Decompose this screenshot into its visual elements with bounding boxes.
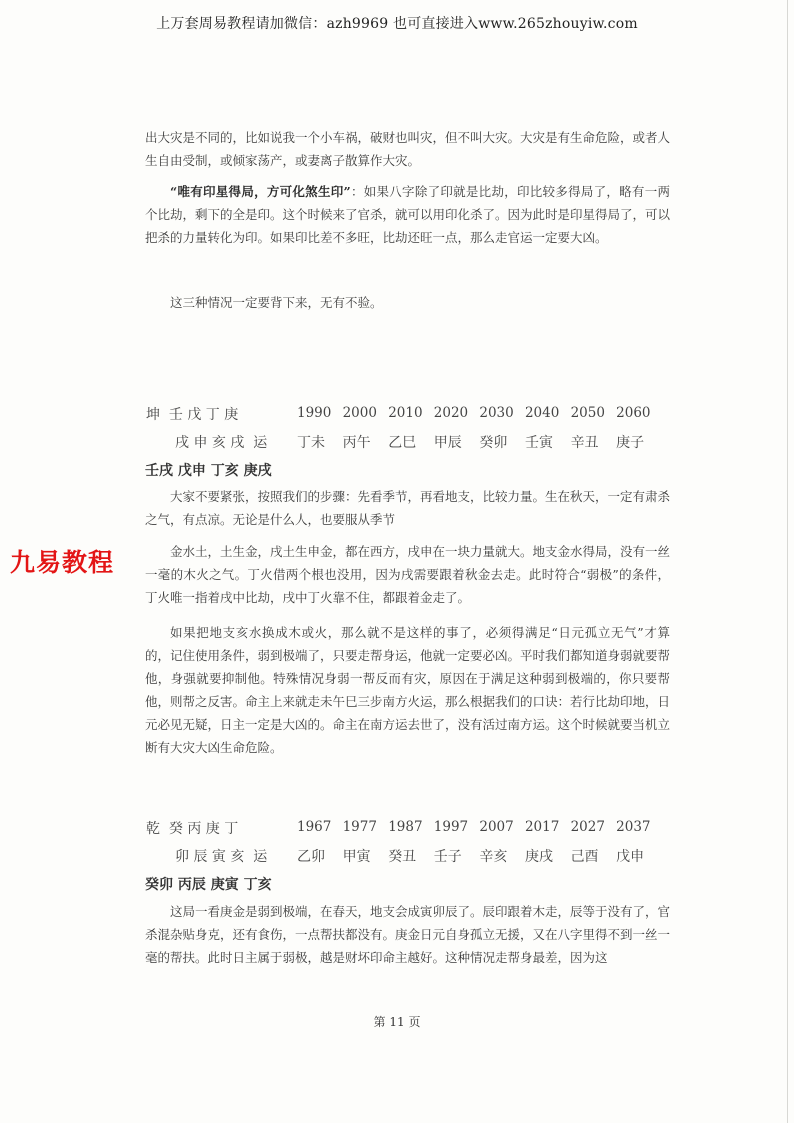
year-cell: 2010: [388, 405, 423, 421]
page-header: 上万套周易教程请加微信：azh9969 也可直接进入www.265zhouyiw.com: [156, 16, 638, 32]
chart1-branches: [175, 432, 267, 452]
watermark-logo: 九易教程: [10, 548, 115, 577]
year-cell: 2040: [524, 405, 560, 421]
paragraph-disaster: 出大灾是不同的，比如说我一个小车祸，破财也叫灾，但不叫大灾。大灾是有生命危险，或者人生自由受制，或倾家荡产，或妻离子散算作大灾。: [145, 130, 671, 168]
chart1-heavenly-stems: 壬 戊 丁 庚: [168, 407, 239, 423]
year-cell: 2037: [616, 819, 651, 835]
year-cell: 1967: [297, 819, 332, 835]
chart2-summary: 癸卯 丙辰 庚寅 丁亥: [145, 877, 272, 893]
pillar-cell: 丙午: [342, 435, 371, 451]
paragraph-steps: 大家不要紧张，按照我们的步骤：先看季节，再看地支，比较力量。生在秋天，一定有肃杀之气，有点凉。无论是什么人，也要服从季节: [145, 489, 671, 527]
pillar-cell: 甲辰: [433, 435, 462, 451]
paragraph-conditions: 如果把地支亥水换成木或火，那么就不是这样的事了，必须得满足“日元孤立无气”才算的，记住使用条件，弱到极端了，只要走帮身运，他就一定要必凶。平时我们都知道身弱就要帮他，身强就要抑制他。特殊情况身弱一帮反而有灾，原因在于满足这种弱到极端的，你只要帮他，则帮之反害。命主上来就走未午巳三步南方火运，那么根据我们的口诀：若行比劫印地，日元必见无疑，日主一定是大凶的。命主在南方运去世了，没有活过南方运。这个时候就要当机立断有大灾大凶生命危险。: [145, 625, 671, 755]
pillar-cell: 辛亥: [479, 849, 508, 865]
pillar-cell: 甲寅: [342, 849, 371, 865]
year-cell: 2017: [524, 819, 560, 835]
paragraph-weak-extreme: 这局一看庚金是弱到极端，在春天，地支会成寅卯辰了。辰印跟着木走，辰等于没有了，官杀混杂贴身克，还有食伤，一点帮扶都没有。庚金日元自身孤立无援，又在八字里得不到一丝一毫的帮扶。此时日主属于弱极，越是财坏印命主越好。这种情况走帮身最差，因为这: [145, 904, 671, 965]
chart1-yun-label: 运: [253, 435, 268, 451]
page-number: 第 11 页: [373, 1015, 421, 1029]
paragraph-yin-xing: [145, 180, 670, 249]
chart2-branches: [175, 846, 267, 866]
year-cell: 1987: [388, 819, 423, 835]
year-cell: 1977: [342, 819, 377, 835]
pillar-cell: 乙卯: [297, 849, 325, 865]
paragraph-analysis: 金水土，土生金，戌土生申金，都在西方，戌申在一块力量就大。地支金水得局，没有一丝一毫的木火之气。丁火借两个根也没用，因为戌需要跟着秋金去走。此时符合“弱极”的条件，丁火唯一指着戌中比劫，戌中丁火靠不住，都跟着金走了。: [145, 544, 671, 605]
year-cell: 2027: [570, 819, 605, 835]
pillar-cell: 戊申: [616, 849, 645, 865]
pillar-cell: 庚子: [616, 435, 645, 451]
chart2-yun-label: 运: [253, 849, 268, 865]
year-cell: 2000: [342, 405, 377, 421]
pillar-cell: 癸丑: [388, 849, 417, 865]
year-cell: 2020: [433, 405, 469, 421]
chart2-years-row: [297, 819, 656, 835]
pillar-cell: 壬寅: [524, 435, 553, 451]
chart1-stems: [146, 404, 238, 424]
pillar-cell: 乙巳: [388, 435, 417, 451]
page-edge: [787, 0, 788, 1123]
chart1-gender: 坤: [146, 407, 160, 423]
year-cell: 2060: [616, 405, 651, 421]
pillar-cell: 辛丑: [570, 435, 599, 451]
pillar-cell: 癸卯: [479, 435, 508, 451]
pillar-cell: 丁未: [297, 435, 325, 451]
chart2-stems: [146, 818, 238, 838]
chart2-gender: 乾: [146, 821, 160, 837]
chart1-summary: 壬戌 戊申 丁亥 庚戌: [145, 463, 272, 479]
chart1-earthly-branches: 戌 申 亥 戌: [175, 435, 245, 451]
chart1-pillars-row: [297, 432, 656, 452]
chart1-years-row: [297, 405, 656, 421]
pillar-cell: 壬子: [433, 849, 462, 865]
year-cell: 2007: [479, 819, 514, 835]
rule-quote: “唯有印星得局，方可化煞生印”: [170, 184, 351, 199]
year-cell: 2050: [570, 405, 605, 421]
pillar-cell: 庚戌: [524, 849, 553, 865]
chart2-heavenly-stems: 癸 丙 庚 丁: [168, 821, 239, 837]
chart2-earthly-branches: 卯 辰 寅 亥: [175, 849, 245, 865]
pillar-cell: 己酉: [570, 849, 599, 865]
year-cell: 1990: [297, 405, 332, 421]
chart2-pillars-row: [297, 846, 656, 866]
year-cell: 1997: [433, 819, 469, 835]
paragraph-memorize: 这三种情况一定要背下来，无有不验。: [170, 295, 383, 310]
rule-explanation: ：如果八字除了印就是比劫，印比较多得局了，略有一两个比劫，剩下的全是印。这个时候来了官杀，就可以用印化杀了。因为此时是印星得局了，可以把杀的力量转化为印。如果印比差不多旺，比劫还旺一点，那么走官运一定要大凶。: [145, 184, 671, 245]
year-cell: 2030: [479, 405, 514, 421]
